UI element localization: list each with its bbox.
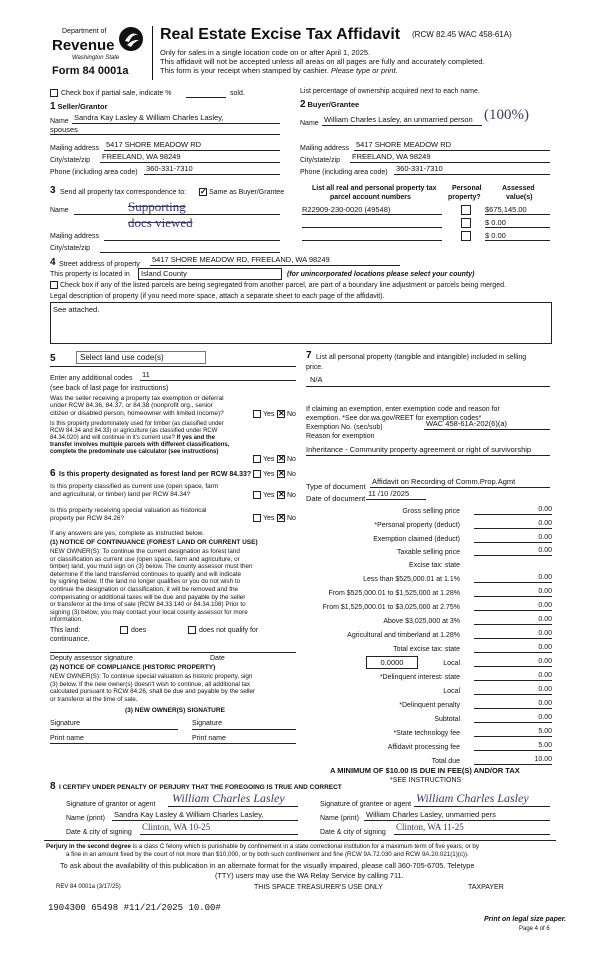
continuance-title: (1) NOTICE OF CONTINUANCE (FOREST LAND OR CURRENT USE) — [50, 539, 258, 546]
exemption-deduct-value[interactable]: 0.00 — [474, 534, 552, 543]
seller-city-field[interactable] — [100, 152, 280, 163]
this-land-label: This land: — [50, 627, 81, 634]
doc-date-field[interactable] — [366, 489, 426, 500]
section5-num: 5 — [50, 353, 56, 364]
seller-phone-field[interactable] — [144, 164, 280, 175]
logo-washington-state: Washington State — [72, 55, 120, 61]
cont-line: NEW OWNER(S): To continue the current designation as forest land — [50, 548, 240, 555]
correspondence-heading: Send all property tax correspondence to: — [60, 189, 187, 196]
deputy-label: Deputy assessor signature — [50, 655, 133, 662]
delinquent-penalty-value[interactable]: 0.00 — [474, 700, 552, 709]
parcel-row-3[interactable] — [302, 231, 442, 241]
new-owner-sig-line-1[interactable] — [50, 729, 178, 730]
new-owner-sig-label-2: Signature — [192, 720, 222, 727]
assessed-header-1: Assessed — [502, 185, 535, 192]
section7-label-1: List all personal property (tangible and intangible) included in selling — [316, 354, 527, 361]
grantee-date-label: Date & city of signing — [320, 829, 386, 836]
treasurer-use: THIS SPACE TREASURER'S USE ONLY — [254, 884, 383, 891]
gross-selling-label: Gross selling price — [402, 508, 460, 515]
buyer-heading: 2 Buyer/Grantee — [300, 99, 360, 110]
tech-fee-value[interactable]: 5.00 — [474, 728, 552, 737]
q1-yes-label: Yes — [263, 411, 275, 418]
q4-no-label: No — [287, 492, 296, 499]
assessed-value-text: $ 0.00 — [485, 231, 506, 240]
doc-date-label: Date of document — [306, 494, 366, 503]
county-select[interactable] — [138, 268, 282, 280]
dor-emblem-icon — [118, 26, 144, 52]
buyer-name-label: Name — [300, 120, 319, 127]
buyer-mailing-field[interactable] — [354, 140, 550, 151]
seller-city-label: City/state/zip — [50, 157, 91, 164]
corr-name-label: Name — [50, 207, 69, 214]
buyer-city-label: City/state/zip — [300, 157, 341, 164]
does-not-checkbox[interactable] — [188, 626, 196, 634]
header-line-1: Only for sales in a single location code on or after April 1, 2025. — [160, 48, 371, 57]
bracket-5-value[interactable]: 0.00 — [474, 630, 552, 639]
located-in-label: This property is located in — [50, 271, 130, 278]
deputy-signature-line[interactable] — [50, 652, 296, 653]
tech-fee-label: *State technology fee — [393, 730, 460, 737]
cont-line: or classification as current use (open space, farm and agriculture, or — [50, 555, 240, 563]
grantee-signature-field[interactable] — [414, 792, 550, 807]
back-note: (see back of last page for instructions) — [50, 385, 169, 392]
q1-no-checkbox[interactable]: ✕ — [278, 409, 285, 418]
delinquent-interest-value[interactable]: 0.00 — [474, 672, 552, 681]
seller-mailing-label: Mailing address — [50, 145, 100, 152]
q4-yes-label: Yes — [263, 492, 275, 499]
rcw-reference: (RCW 82.45 WAC 458-61A) — [412, 30, 512, 39]
q2-line: Is this property predominately used for timber (as classified under — [50, 421, 224, 427]
q4-no-checkbox[interactable]: ✕ — [278, 490, 285, 499]
personal-deduct-label: *Personal property (deduct) — [374, 522, 460, 529]
q5-no-label: No — [287, 515, 296, 522]
local-rate-field[interactable] — [366, 656, 418, 669]
cont-line: determine if the land transferred continues to qualify and will indicate — [50, 570, 242, 578]
exemption-intro-2: exemption. *See dor.wa.gov/REET for exemption codes* — [306, 415, 482, 422]
q1-yes-checkbox[interactable] — [253, 410, 261, 418]
q1-no-label: No — [287, 411, 296, 418]
seller-mailing-field[interactable] — [104, 140, 280, 151]
doc-type-field[interactable] — [370, 477, 550, 488]
subtotal-value[interactable]: 0.00 — [474, 714, 552, 723]
form-number: Form 84 0001a — [52, 65, 129, 77]
section7-label-2: price. — [306, 364, 324, 371]
seller-name-field[interactable] — [72, 113, 280, 124]
section6-num: 6 — [50, 468, 56, 479]
grantee-name-label: Name (print) — [320, 815, 359, 822]
delinquent-penalty-label: *Delinquent penalty — [399, 702, 460, 709]
seller-phone-value: 360-331-7310 — [146, 164, 193, 173]
buyer-phone-field[interactable] — [394, 164, 550, 175]
timber-question — [50, 421, 229, 456]
buyer-mailing-value: 5417 SHORE MEADOW RD — [356, 140, 452, 149]
assessed-value-text: $ 0.00 — [485, 218, 506, 227]
exemption-no-field[interactable] — [424, 419, 550, 430]
street-address-value: 5417 SHORE MEADOW RD, FREELAND, WA 98249 — [152, 255, 330, 264]
cashier-stamp: 1904300 65498 #11/21/2025 10.00# — [48, 903, 221, 913]
q2-no-label: No — [287, 456, 296, 463]
grantee-sig-label: Signature of grantee or agent — [320, 801, 412, 808]
reason-value: Inheritance - Community property agreement or right of survivorship — [306, 445, 532, 454]
gross-selling-value[interactable]: 0.00 — [474, 506, 552, 515]
street-heading-num: 4 — [50, 257, 56, 268]
q2-bold-line: transfer involves multiple parcels with different classifications, — [50, 442, 230, 448]
corr-mailing-line[interactable] — [104, 240, 280, 241]
does-checkbox[interactable] — [120, 626, 128, 634]
accessibility-line-2: (TTY) users may use the WA Relay Service by calling 711. — [215, 871, 404, 880]
assessed-value-2[interactable] — [485, 218, 550, 228]
legal-description-field[interactable] — [50, 302, 552, 344]
q1-line: under RCW 84.36, 84.37, or 84.38 (nonprofit org., senior — [50, 402, 213, 410]
forest-question: Is this property designated as forest land per RCW 84.33? — [59, 471, 252, 478]
header-line-2: This affidavit will not be accepted unless all areas on all pages are fully and accurately completed. — [160, 57, 485, 66]
buyer-name-field[interactable] — [322, 115, 482, 126]
delinquent-local-label: Local — [443, 688, 460, 695]
parcels-header-1: List all real and personal property tax — [312, 185, 437, 192]
seller-name-value-2: spouses — [50, 125, 78, 134]
corr-city-label: City/state/zip — [50, 245, 91, 252]
bracket-2-label: From $525,000.01 to $1,525,000 at 1.28% — [328, 590, 460, 597]
see-instructions: *SEE INSTRUCTIONS — [390, 777, 462, 784]
personal-property-checkbox-3[interactable] — [461, 231, 471, 241]
grantee-name-field[interactable] — [364, 810, 550, 821]
buyer-phone-value: 360-331-7310 — [396, 164, 443, 173]
assessed-value-1[interactable] — [485, 205, 550, 215]
grantee-date-value: Clinton, WA 11-25 — [396, 822, 464, 832]
cont-line: compensating or additional taxes will be due and payable by the seller — [50, 593, 246, 601]
grantor-date-label: Date & city of signing — [66, 829, 132, 836]
segregated-checkbox[interactable] — [50, 281, 58, 289]
parcel-number: R22909-230-0020 (49548) — [302, 205, 391, 214]
q3-yes-checkbox[interactable] — [253, 470, 261, 478]
total-excise-value[interactable]: 0.00 — [474, 644, 552, 653]
doc-date-value: 11 /10 /2025 — [368, 489, 410, 498]
partial-sale-label: Check box if partial sale, indicate % — [61, 90, 172, 97]
seller-name-label: Name — [50, 118, 69, 125]
continuance-label: continuance. — [50, 636, 90, 643]
total-due-value[interactable]: 10.00 — [474, 756, 552, 765]
perjury-line-2: a fine in an amount fixed by the court of not more than $10,000, or by both such confinement and fine (RCW 9A.72.030 and RCW 9A.20.021(1)(c)). — [66, 851, 469, 858]
local-value[interactable]: 0.00 — [474, 658, 552, 667]
delinquent-local-value[interactable]: 0.00 — [474, 686, 552, 695]
bracket-4-value[interactable]: 0.00 — [474, 616, 552, 625]
grantor-date-value: Clinton, WA 10-25 — [142, 822, 211, 832]
q2-yes-label: Yes — [263, 456, 275, 463]
hist-line: or transferor at the time of sale. — [50, 695, 138, 703]
seller-name-line-2[interactable] — [50, 125, 280, 135]
reason-label: Reason for exemption — [306, 433, 375, 440]
buyer-phone-label: Phone (including area code) — [300, 169, 388, 176]
personal-deduct-value[interactable]: 0.00 — [474, 520, 552, 529]
grantee-date-field[interactable] — [394, 822, 550, 835]
bracket-4-label: Above $3,025,000 at 3% — [383, 618, 460, 625]
doc-type-label: Type of document — [306, 482, 366, 491]
personal-property-checkbox-2[interactable] — [461, 218, 471, 228]
section7-num: 7 — [306, 350, 312, 361]
new-owner-print-line[interactable] — [50, 743, 296, 744]
exemption-no-value: WAC 458-61A-202(6)(a) — [426, 419, 508, 428]
buyer-mailing-label: Mailing address — [300, 145, 350, 152]
accessibility-line-1: To ask about the availability of this publication in an alternate format for the visually impaired, please call 360-705-6705. Teletype — [60, 861, 475, 870]
section8-num: 8 — [50, 781, 56, 792]
personal-header-2: property? — [448, 194, 481, 201]
exemption-no-label: Exemption No. (sec/sub) — [306, 424, 383, 431]
seller-city-value: FREELAND, WA 98249 — [102, 152, 181, 161]
county-value: Island County — [141, 269, 187, 278]
dor-logo — [48, 22, 148, 82]
grantee-signature: William Charles Lasley — [416, 791, 529, 805]
bracket-1-label: Less than $525,000.01 at 1.1% — [363, 576, 460, 583]
partial-sale-percent-field[interactable] — [186, 89, 226, 98]
exemption-intro-1: If claiming an exemption, enter exemption code and reason for — [306, 406, 500, 413]
legal-size-note: Print on legal size paper. — [484, 916, 567, 923]
local-rate-value: 0.0000 — [380, 658, 404, 667]
q5-line: Is this property receiving special valuation as historical — [50, 507, 207, 514]
corr-city-line[interactable] — [100, 252, 280, 253]
seller-mailing-value: 5417 SHORE MEADOW RD — [106, 140, 202, 149]
buyer-percent-handwritten: (100%) — [484, 107, 529, 123]
cont-line: continue the designation or classification, it will be removed and the — [50, 585, 238, 593]
personal-property-checkbox-1[interactable] — [461, 205, 471, 215]
q5-line: property per RCW 84.26? — [50, 514, 125, 522]
section5-rule — [50, 366, 296, 367]
q5-no-checkbox[interactable]: ✕ — [278, 513, 285, 522]
q3-no-label: No — [287, 471, 296, 478]
cont-line: or transferor at the time of sale (RCW 84.33.140 or 84.34.108) Prior to — [50, 601, 246, 609]
q3-yes-label: Yes — [263, 471, 275, 478]
q4-yes-checkbox[interactable] — [253, 491, 261, 499]
q1-line: citizen or disabled person, homeowner with limited income)? — [50, 409, 224, 417]
q2-bold-line: If yes and the — [176, 435, 215, 441]
assessed-header-2: value(s) — [506, 194, 533, 201]
correspondence-heading-num: 3 — [50, 185, 56, 196]
taxable-selling-label: Taxable selling price — [396, 549, 460, 556]
parcel-row-1[interactable] — [302, 205, 442, 215]
does-label: does — [131, 627, 147, 634]
local-label: Local — [443, 660, 460, 667]
new-owner-sig-title: (3) NEW OWNER(S) SIGNATURE — [125, 707, 225, 714]
minimum-due-note: A MINIMUM OF $10.00 IS DUE IN FEE(S) AND/OR TAX — [330, 766, 520, 775]
supporting-docs-stamp-1: Supporting — [128, 199, 186, 214]
new-owner-sig-line-2[interactable] — [192, 729, 296, 730]
grantor-sig-label: Signature of grantor or agent — [66, 801, 156, 808]
bracket-3-value[interactable]: 0.00 — [474, 602, 552, 611]
q5-yes-label: Yes — [263, 515, 275, 522]
partial-sale-checkbox[interactable] — [50, 89, 58, 97]
additional-codes-value: 11 — [142, 370, 150, 379]
hist-line: NEW OWNER(S): To continue special valuation as historic property, sign — [50, 673, 253, 680]
grantor-name-field[interactable] — [112, 810, 298, 821]
grantor-name-label: Name (print) — [66, 815, 105, 822]
bracket-1-value[interactable]: 0.00 — [474, 574, 552, 583]
q1-line: Was the seller receiving a property tax exemption or deferral — [50, 395, 224, 402]
buyer-name-value: William Charles Lasley, an unmarried person — [324, 115, 473, 124]
additional-codes-label: Enter any additional codes — [50, 375, 133, 382]
form-title: Real Estate Excise Tax Affidavit — [160, 26, 401, 43]
ownership-note: List percentage of ownership acquired next to each name. — [300, 88, 480, 95]
historic-body — [50, 673, 255, 703]
page-number: Page 4 of 6 — [519, 926, 550, 932]
processing-fee-label: Affidavit processing fee — [387, 744, 460, 751]
q2-line: RCW 84.34 and 84.33) or agriculture (as classified under RCW — [50, 428, 218, 434]
supporting-docs-stamp-2: docs viewed — [128, 215, 193, 230]
assessed-value-3[interactable] — [485, 231, 550, 241]
seller-name-value: Sandra Kay Lasley & William Charles Lasley, — [74, 113, 224, 122]
cont-line: information. — [50, 616, 83, 624]
land-use-select[interactable] — [76, 351, 206, 364]
doc-type-value: Affidavit on Recording of Comm.Prop.Agmt — [372, 477, 516, 486]
cont-line: by signing below. If the land no longer qualifies or you do not wish to — [50, 578, 241, 586]
grantor-signature: William Charles Lasley — [172, 791, 285, 805]
hist-line: (3) below. If the new owner(s) doesn't wish to continue, all additional tax — [50, 680, 251, 688]
corr-mailing-label: Mailing address — [50, 233, 100, 240]
delinquent-interest-label: *Delinquent interest: state — [379, 674, 460, 681]
street-address-label: Street address of property — [59, 261, 140, 268]
processing-fee-value[interactable]: 5.00 — [474, 742, 552, 751]
land-use-placeholder: Select land use code(s) — [80, 353, 164, 362]
q4-line: and agricultural, or timber) land per RCW 84.34? — [50, 490, 191, 498]
buyer-city-field[interactable] — [350, 152, 550, 163]
q2-line: 84.34.020) and will continue in it's current use? — [50, 435, 175, 441]
revision-code: REV 84 0001a (3/17/25) — [56, 884, 121, 890]
bracket-3-label: From $1,525,000.01 to $3,025,000 at 2.75% — [322, 604, 460, 611]
seller-heading: 1 Seller/Grantor — [50, 101, 108, 112]
same-as-buyer-checkbox[interactable]: ✓ — [200, 187, 207, 196]
legal-description-label: Legal description of property (if you need more space, attach a separate sheet to each page of the affidavit). — [50, 293, 385, 300]
assessed-value-text: $675,145.00 — [485, 205, 527, 214]
parcel-row-2[interactable] — [302, 218, 442, 228]
header-divider — [152, 26, 153, 80]
county-note: (for unincorporated locations please select your county) — [287, 271, 475, 278]
historic-title: (2) NOTICE OF COMPLIANCE (HISTORIC PROPERTY) — [50, 664, 216, 671]
q5-yes-checkbox[interactable] — [253, 514, 261, 522]
parcels-header-2: parcel account numbers — [330, 194, 411, 201]
hist-line: calculated pursuant to RCW 84.26, shall be due and payable by the seller — [50, 688, 256, 696]
continuance-body — [50, 548, 253, 624]
q2-no-checkbox[interactable]: ✕ — [278, 454, 285, 463]
street-address-field[interactable] — [150, 255, 400, 266]
grantor-signature-field[interactable] — [168, 792, 298, 807]
exemption-deduct-label: Exemption claimed (deduct) — [373, 536, 460, 543]
new-owner-print-label-2: Print name — [192, 735, 226, 742]
logo-department-of: Department of — [62, 28, 107, 35]
current-use-question — [50, 483, 218, 498]
seller-phone-label: Phone (including area code) — [50, 169, 138, 176]
logo-revenue: Revenue — [52, 37, 115, 54]
exemption-question — [50, 395, 224, 417]
same-as-buyer-label: Same as Buyer/Grantee — [209, 189, 285, 196]
footer-rule — [44, 840, 556, 841]
partial-sale-sold: sold. — [230, 90, 245, 97]
reason-line[interactable] — [306, 455, 550, 456]
additional-codes-field[interactable] — [140, 370, 296, 381]
bracket-2-value[interactable]: 0.00 — [474, 588, 552, 597]
legal-description-value: See attached. — [53, 305, 100, 314]
cont-line: timber) land, you must sign on (3) below. The county assessor must then — [50, 563, 253, 571]
total-excise-label: Total excise tax: state — [393, 646, 460, 653]
header-line-3: This form is your receipt when stamped by cashier. Please type or print. — [160, 66, 398, 75]
q2-bold-line: complete the predominate use calculator (see instructions) — [50, 449, 219, 455]
buyer-city-value: FREELAND, WA 98249 — [352, 152, 431, 161]
personal-header-1: Personal — [452, 185, 482, 192]
historic-question — [50, 507, 206, 522]
subtotal-label: Subtotal — [434, 716, 460, 723]
taxable-selling-value[interactable]: 0.00 — [474, 547, 552, 556]
personal-property-value: N/A — [310, 375, 323, 384]
excise-state-label: Excise tax: state — [409, 562, 460, 569]
any-yes-note: If any answers are yes, complete as instructed below. — [50, 530, 204, 537]
certify-statement: I CERTIFY UNDER PENALTY OF PERJURY THAT THE FOREGOING IS TRUE AND CORRECT — [59, 784, 342, 791]
q3-no-checkbox[interactable]: ✕ — [278, 469, 285, 478]
personal-property-line[interactable] — [306, 386, 550, 387]
bracket-5-label: Agricultural and timberland at 1.28% — [347, 632, 460, 639]
new-owner-print-label-1: Print name — [50, 735, 84, 742]
grantee-name-value: William Charles Lasley, unmarried pers — [366, 810, 496, 819]
grantor-name-value: Sandra Kay Lasley & William Charles Lasley, — [114, 810, 264, 819]
does-not-label: does not qualify for — [199, 627, 259, 634]
grantor-date-field[interactable] — [140, 822, 298, 835]
new-owner-sig-label-1: Signature — [50, 720, 80, 727]
total-due-label: Total due — [431, 758, 460, 765]
q4-line: Is this property classified as current use (open space, farm — [50, 483, 219, 490]
q2-yes-checkbox[interactable] — [253, 455, 261, 463]
perjury-line-1: Perjury in the second degree is a class C felony which is punishable by confinement in a state correctional institution for a maximum term of five years, or by — [46, 843, 479, 850]
deputy-date-label: Date — [210, 655, 225, 662]
cont-line: signing (3) below, you may contact your local county assessor for more — [50, 608, 248, 616]
segregated-note: Check box if any of the listed parcels are being segregated from another parcel, are part of a boundary line adjustment or parcels being merged. — [60, 282, 506, 289]
taxpayer-copy: TAXPAYER — [468, 884, 504, 891]
